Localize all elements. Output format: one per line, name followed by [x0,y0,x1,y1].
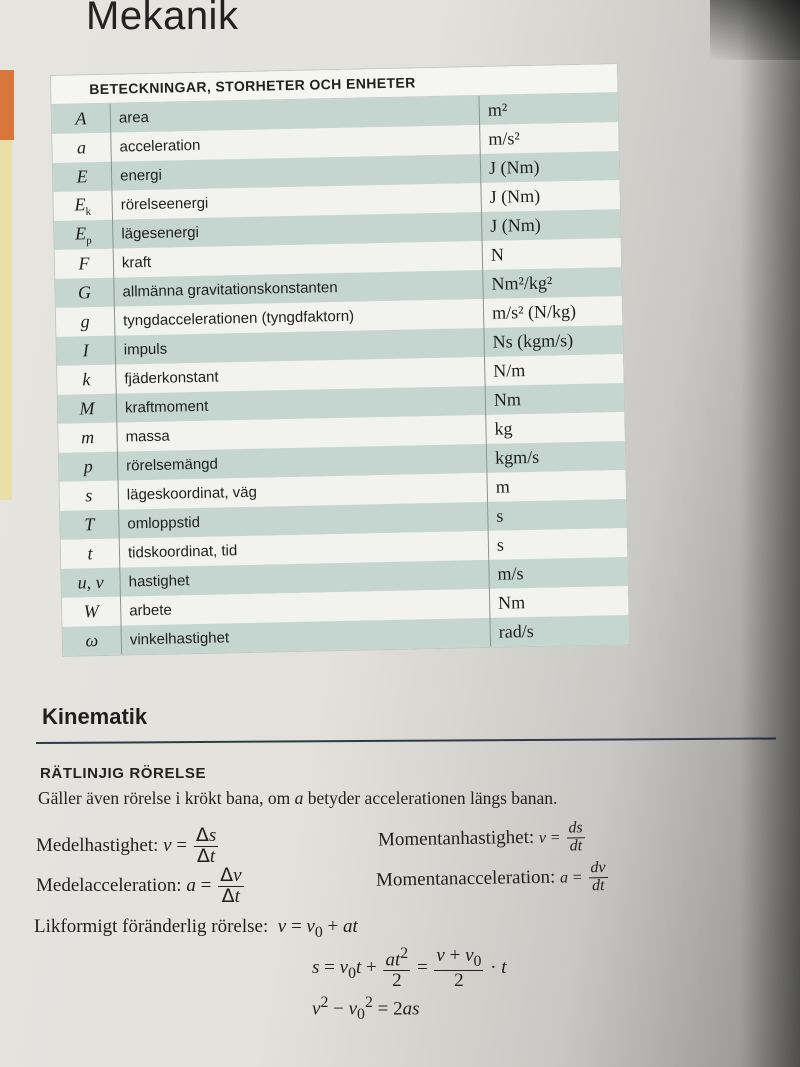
symbol-cell [56,336,115,366]
unit-cell: rad/s [490,615,629,647]
page-edge-strip [0,140,12,500]
unit-cell: Nm [485,383,624,415]
quantity-name: lägesenergi [113,212,483,249]
formula-instant-acceleration: Momentanacceleration: a = $\frac{dv}{dt}$ [376,860,610,899]
symbol-cell [58,394,117,424]
note-text-2: betyder accelerationen längs banan. [303,788,558,808]
symbol-text: ω [85,630,99,651]
quantity-name: allmänna gravitationskonstanten [114,270,484,307]
unit-cell: m/s [489,557,628,589]
unit-cell: J (Nm) [481,180,620,212]
quantity-name: fjäderkonstant [116,357,486,394]
symbol-text: k [82,369,91,390]
symbol-text: E [74,193,86,215]
formula-uniform-acceleration: Likformigt föränderlig rörelse: $v = v_0$ + at [34,916,358,941]
note-variable: a [294,788,304,808]
unit-cell: Nm [489,586,628,618]
symbol-text: u, v [77,571,104,593]
symbol-text: I [82,340,89,361]
formula-average-velocity: Medelhastighet: v = $\frac{\Delta s}{\Delta t}$ [36,824,217,867]
symbol-text: t [87,543,93,564]
unit-cell: s [488,499,627,531]
page-shadow [740,0,800,1067]
formula-label: Likformigt föränderlig rörelse: [34,916,269,937]
quantity-name: tidskoordinat, tid [119,531,489,568]
formula-average-acceleration: Medelacceleration: a = $\frac{\Delta v}{\Delta t}$ [36,864,242,907]
symbol-text: m [80,427,95,448]
symbol-cell [61,568,120,598]
symbol-text: E [74,222,87,244]
symbol-cell [54,220,113,250]
symbol-text: p [83,456,93,477]
quantity-name: kraftmoment [116,386,486,423]
formula-position: $s = v_0t$ + $\frac{at^2}{2}$ = $\frac{v + v_0}{2}$ · t [312,945,507,992]
symbol-text: M [79,398,95,419]
unit-cell: s [488,528,627,560]
chapter-tab-orange [0,70,14,140]
quantity-name: hastighet [120,560,490,597]
symbol-cell [61,539,120,569]
quantities-table [50,63,630,657]
symbol-text: s [85,485,93,506]
table-title: BETECKNINGAR, STORHETER OCH ENHETER [51,64,617,105]
quantity-name: massa [117,415,487,452]
symbol-cell [62,597,121,627]
unit-cell: N/m [485,354,624,386]
unit-cell: m² [479,93,618,125]
chapter-title: Mekanik [86,0,239,38]
formula-instant-velocity: Momentanhastighet: v = $\frac{ds}{dt}$ [378,820,587,858]
symbol-cell [57,365,116,395]
symbol-text: W [83,601,99,622]
formula-label: Momentanacceleration: [375,866,556,891]
unit-cell: kgm/s [486,441,625,473]
unit-cell: J (Nm) [480,151,619,183]
quantity-name: arbete [120,589,490,626]
quantity-name: lägeskoordinat, väg [118,473,488,510]
symbol-text: g [80,311,90,332]
symbol-cell [53,162,112,192]
quantity-name: acceleration [111,125,481,162]
note-text-1: Gäller även rörelse i krökt bana, om [38,788,295,808]
symbol-text: T [84,514,95,535]
unit-cell: J (Nm) [481,209,620,241]
formula-velocity-squared: $v^2 - v_0^2 = 2as$ [312,994,420,1024]
symbol-cell [60,510,119,540]
symbol-cell [52,133,111,163]
symbol-cell [63,626,122,656]
unit-cell: m/s² (N/kg) [483,296,622,328]
symbol-cell [60,481,119,511]
unit-cell: N [482,238,621,270]
quantity-name: tyngdaccelerationen (tyngdfaktorn) [114,299,484,336]
symbol-text: G [77,282,92,303]
formula-label: Medelacceleration: [36,874,182,896]
section-title: Kinematik [42,704,148,729]
quantity-name: rörelsemängd [117,444,487,481]
formula-label: Medelhastighet: [36,834,159,856]
symbol-cell [52,104,111,134]
quantity-name: vinkelhastighet [121,618,491,655]
symbol-cell [53,191,112,221]
quantity-name: impuls [115,328,485,365]
section-divider [36,737,776,744]
formula-label: Momentanhastighet: [377,826,535,851]
unit-cell: m [487,470,626,502]
quantities-table-body [52,93,629,656]
quantity-name: area [110,96,480,133]
symbol-cell [55,278,114,308]
symbol-subscript: k [85,205,92,218]
unit-cell: Nm²/kg² [483,267,622,299]
quantity-name: energi [111,154,481,191]
unit-cell: Ns (kgm/s) [484,325,623,357]
symbol-text: F [78,253,90,274]
symbol-cell [56,307,115,337]
symbol-subscript: p [86,234,92,247]
quantity-name: omloppstid [119,502,489,539]
quantity-name: kraft [113,241,483,278]
symbol-text: E [76,166,88,187]
symbol-text: A [75,108,87,129]
symbol-cell [55,249,114,279]
subsection-title: RÄTLINJIG RÖRELSE [40,765,207,782]
quantity-name: rörelseenergi [112,183,482,220]
section-note [38,788,557,809]
symbol-cell [59,452,118,482]
symbol-cell [58,423,117,453]
symbol-text: a [76,137,87,158]
unit-cell: m/s² [480,122,619,154]
unit-cell: kg [486,412,625,444]
